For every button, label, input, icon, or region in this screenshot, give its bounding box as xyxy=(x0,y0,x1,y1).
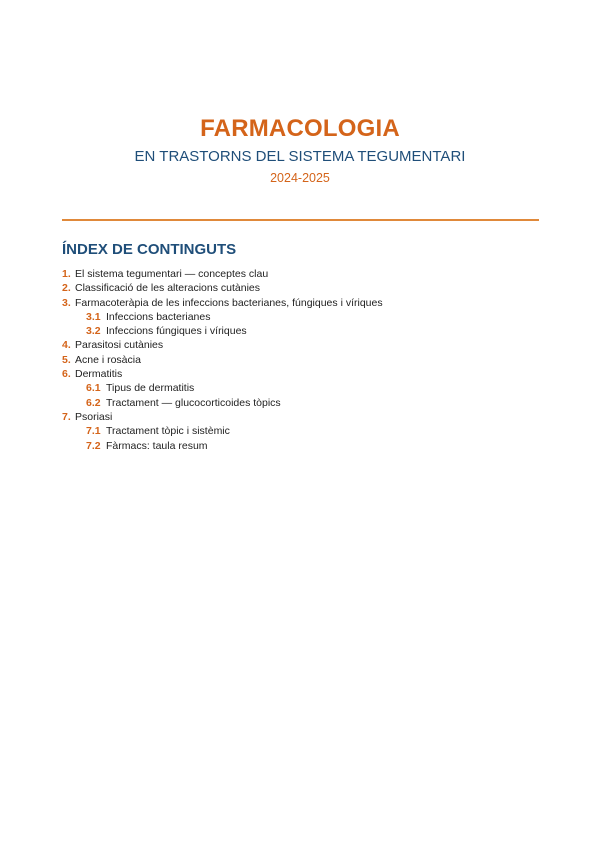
toc-item-number: 7. xyxy=(62,410,71,423)
toc-item-label: Parasitosi cutànies xyxy=(75,339,164,352)
toc-item-label: Tractament — glucocorticoides tòpics xyxy=(106,396,281,409)
toc-item-label: Infeccions bacterianes xyxy=(106,310,211,323)
toc-item-label: Infeccions fúngiques i víriques xyxy=(106,325,247,338)
document-title: FARMACOLOGIA xyxy=(200,115,400,142)
toc-item-number: 5. xyxy=(62,353,71,366)
toc-item-number: 7.2 xyxy=(86,439,101,452)
toc-item-number: 6.2 xyxy=(86,396,101,409)
toc-item-number: 6. xyxy=(62,368,71,381)
toc-item-number: 7.1 xyxy=(86,425,101,438)
toc-item[interactable] xyxy=(62,381,542,395)
toc-heading: ÍNDEX DE CONTINGUTS xyxy=(62,241,237,258)
toc-item-label: Dermatitis xyxy=(75,368,123,381)
document-subtitle: EN TRASTORNS DEL SISTEMA TEGUMENTARI xyxy=(134,148,466,165)
toc-item-number: 4. xyxy=(62,339,71,352)
toc-item-number: 1. xyxy=(62,268,71,280)
toc-item-label: Acne i rosàcia xyxy=(75,353,141,366)
toc-item-label: Classificació de les alteracions cutànies xyxy=(75,282,261,295)
toc-item[interactable] xyxy=(62,353,542,367)
toc-item[interactable] xyxy=(62,267,542,281)
toc-item-number: 2. xyxy=(62,282,71,295)
toc-item-label: Tipus de dermatitis xyxy=(106,382,195,395)
toc-item[interactable] xyxy=(62,367,542,381)
toc-list xyxy=(62,267,542,453)
toc-item-label: Farmacoteràpia de les infeccions bacterianes, fúngiques i víriques xyxy=(75,296,383,309)
divider-line xyxy=(62,219,539,221)
toc-item-number: 6.1 xyxy=(86,382,101,395)
toc-item[interactable] xyxy=(62,439,542,453)
toc-item[interactable] xyxy=(62,338,542,352)
toc-item[interactable] xyxy=(62,410,542,424)
toc-item[interactable] xyxy=(62,424,542,438)
toc-item-number: 3.2 xyxy=(86,325,101,338)
toc-item-label: El sistema tegumentari — conceptes clau xyxy=(75,268,269,280)
toc-item-number: 3. xyxy=(62,296,71,309)
toc-item[interactable] xyxy=(62,281,542,295)
toc-item-label: Fàrmacs: taula resum xyxy=(106,439,208,452)
toc-item-label: Tractament tòpic i sistèmic xyxy=(106,425,230,438)
toc-item[interactable] xyxy=(62,310,542,324)
toc-item[interactable] xyxy=(62,396,542,410)
toc-item-number: 3.1 xyxy=(86,310,101,323)
academic-year: 2024-2025 xyxy=(270,171,330,185)
toc-item-label: Psoriasi xyxy=(75,410,113,423)
toc-item[interactable] xyxy=(62,296,542,310)
toc-item[interactable] xyxy=(62,324,542,338)
